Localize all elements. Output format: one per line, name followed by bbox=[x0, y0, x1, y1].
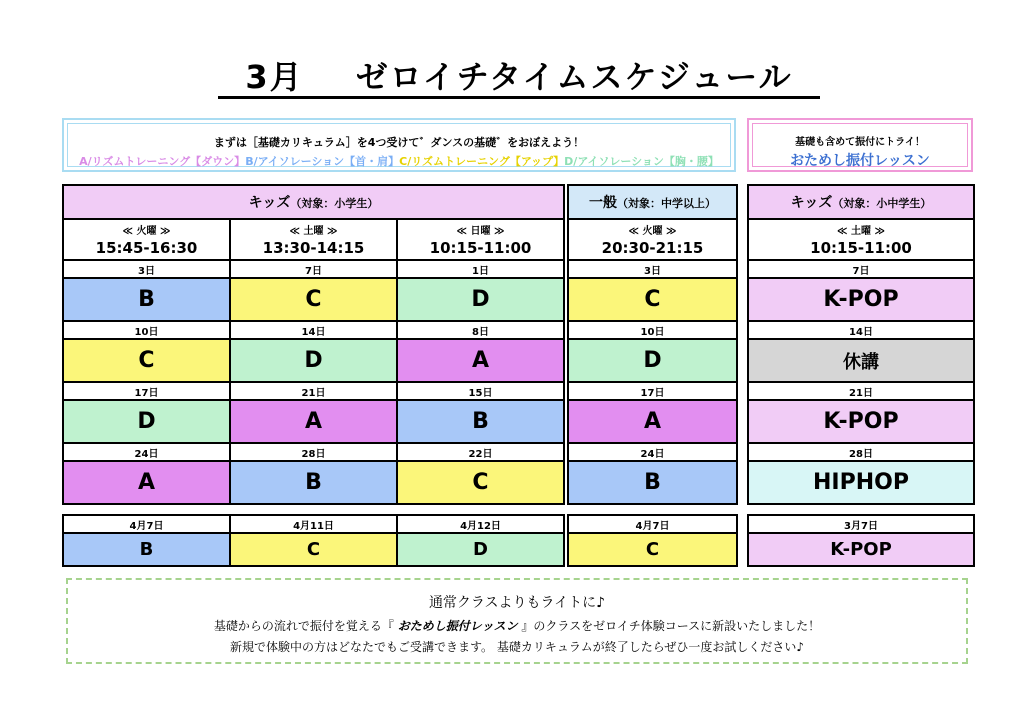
date-cell: 4月7日 bbox=[568, 515, 737, 533]
date-cell: 17日 bbox=[568, 382, 737, 400]
kids-time-sun: ≪ 日曜 ≫ 10:15-11:00 bbox=[397, 219, 564, 260]
trial-lesson-box bbox=[747, 118, 973, 172]
date-cell: 1日 bbox=[397, 260, 564, 278]
notice-line-1: 通常クラスよりもライトに♪ bbox=[428, 595, 606, 611]
trial-subtitle: 基礎も含めて振付にトライ！ bbox=[795, 137, 925, 148]
kids-april-table bbox=[62, 514, 565, 567]
date-cell: 21日 bbox=[748, 382, 974, 400]
page-title bbox=[218, 52, 820, 99]
date-cell: 10日 bbox=[63, 321, 230, 339]
class-cell: B bbox=[230, 461, 397, 504]
class-cell: C bbox=[397, 461, 564, 504]
curriculum-list bbox=[68, 153, 730, 169]
curriculum-c: C/リズムトレーニング【アップ】 bbox=[399, 155, 565, 168]
class-cell: D bbox=[230, 339, 397, 382]
date-cell: 15日 bbox=[397, 382, 564, 400]
date-cell: 22日 bbox=[397, 443, 564, 461]
date-cell: 3月7日 bbox=[748, 515, 974, 533]
date-cell: 28日 bbox=[230, 443, 397, 461]
class-cell: C bbox=[63, 339, 230, 382]
date-cell: 10日 bbox=[568, 321, 737, 339]
class-cell: A bbox=[63, 461, 230, 504]
kids-time-tue: ≪ 火曜 ≫ 15:45-16:30 bbox=[63, 219, 230, 260]
date-cell: 14日 bbox=[230, 321, 397, 339]
class-cell: K-POP bbox=[748, 278, 974, 321]
class-cell: A bbox=[230, 400, 397, 443]
date-cell: 3日 bbox=[568, 260, 737, 278]
title-text: ゼロイチタイムスケジュール bbox=[355, 58, 793, 96]
kids-header: キッズ（対象：小学生） bbox=[63, 185, 564, 219]
class-cell: C bbox=[568, 533, 737, 566]
trial-title: おためし振付レッスン bbox=[790, 153, 930, 169]
kids-schedule-table bbox=[62, 184, 565, 505]
date-cell: 3日 bbox=[63, 260, 230, 278]
class-cell: D bbox=[63, 400, 230, 443]
kids-time-sat: ≪ 土曜 ≫ 13:30-14:15 bbox=[230, 219, 397, 260]
curriculum-a: A/リズムトレーニング【ダウン】 bbox=[79, 155, 246, 168]
curriculum-d: D/アイソレーション【胸・腰】 bbox=[564, 155, 719, 168]
date-cell: 7日 bbox=[748, 260, 974, 278]
curriculum-intro: まずは［基礎カリキュラム］を4つ受けて゛ダンスの基礎゛をおぼえよう！ bbox=[213, 136, 585, 149]
class-cell: 休講 bbox=[748, 339, 974, 382]
general-schedule-table bbox=[567, 184, 738, 505]
date-cell: 14日 bbox=[748, 321, 974, 339]
curriculum-info-box bbox=[62, 118, 736, 172]
class-cell: A bbox=[568, 400, 737, 443]
date-cell: 4月7日 bbox=[63, 515, 230, 533]
date-cell: 4月12日 bbox=[397, 515, 564, 533]
class-cell: D bbox=[397, 533, 564, 566]
curriculum-b: B/アイソレーション【首・肩】 bbox=[245, 155, 400, 168]
date-cell: 4月11日 bbox=[230, 515, 397, 533]
general-april-table bbox=[567, 514, 738, 567]
class-cell: K-POP bbox=[748, 400, 974, 443]
class-cell: D bbox=[397, 278, 564, 321]
class-cell: C bbox=[230, 533, 397, 566]
trial-march-table bbox=[747, 514, 975, 567]
date-cell: 24日 bbox=[63, 443, 230, 461]
class-cell: D bbox=[568, 339, 737, 382]
class-cell: C bbox=[230, 278, 397, 321]
notice-box bbox=[66, 578, 968, 664]
class-cell: HIPHOP bbox=[748, 461, 974, 504]
notice-line-2: 基礎からの流れで振付を覚える『 おためし振付レッスン 』のクラスをゼロイチ体験コースに新設いたしました！ bbox=[213, 619, 821, 633]
class-cell: B bbox=[397, 400, 564, 443]
title-month: 3月 bbox=[245, 58, 304, 96]
date-cell: 24日 bbox=[568, 443, 737, 461]
trial-schedule-table bbox=[747, 184, 975, 505]
class-cell: B bbox=[63, 278, 230, 321]
class-cell: B bbox=[63, 533, 230, 566]
class-cell: A bbox=[397, 339, 564, 382]
date-cell: 8日 bbox=[397, 321, 564, 339]
date-cell: 21日 bbox=[230, 382, 397, 400]
date-cell: 7日 bbox=[230, 260, 397, 278]
notice-line-3: 新規で体験中の方はどなたでもご受講できます。 基礎カリキュラムが終了したらぜひ一度お試しください♪ bbox=[229, 640, 805, 654]
date-cell: 28日 bbox=[748, 443, 974, 461]
class-cell: K-POP bbox=[748, 533, 974, 566]
general-time-tue: ≪ 火曜 ≫ 20:30-21:15 bbox=[568, 219, 737, 260]
general-header: 一般（対象：中学以上） bbox=[568, 185, 737, 219]
class-cell: C bbox=[568, 278, 737, 321]
class-cell: B bbox=[568, 461, 737, 504]
date-cell: 17日 bbox=[63, 382, 230, 400]
trial-kids-header: キッズ（対象：小中学生） bbox=[748, 185, 974, 219]
trial-time-sat: ≪ 土曜 ≫ 10:15-11:00 bbox=[748, 219, 974, 260]
